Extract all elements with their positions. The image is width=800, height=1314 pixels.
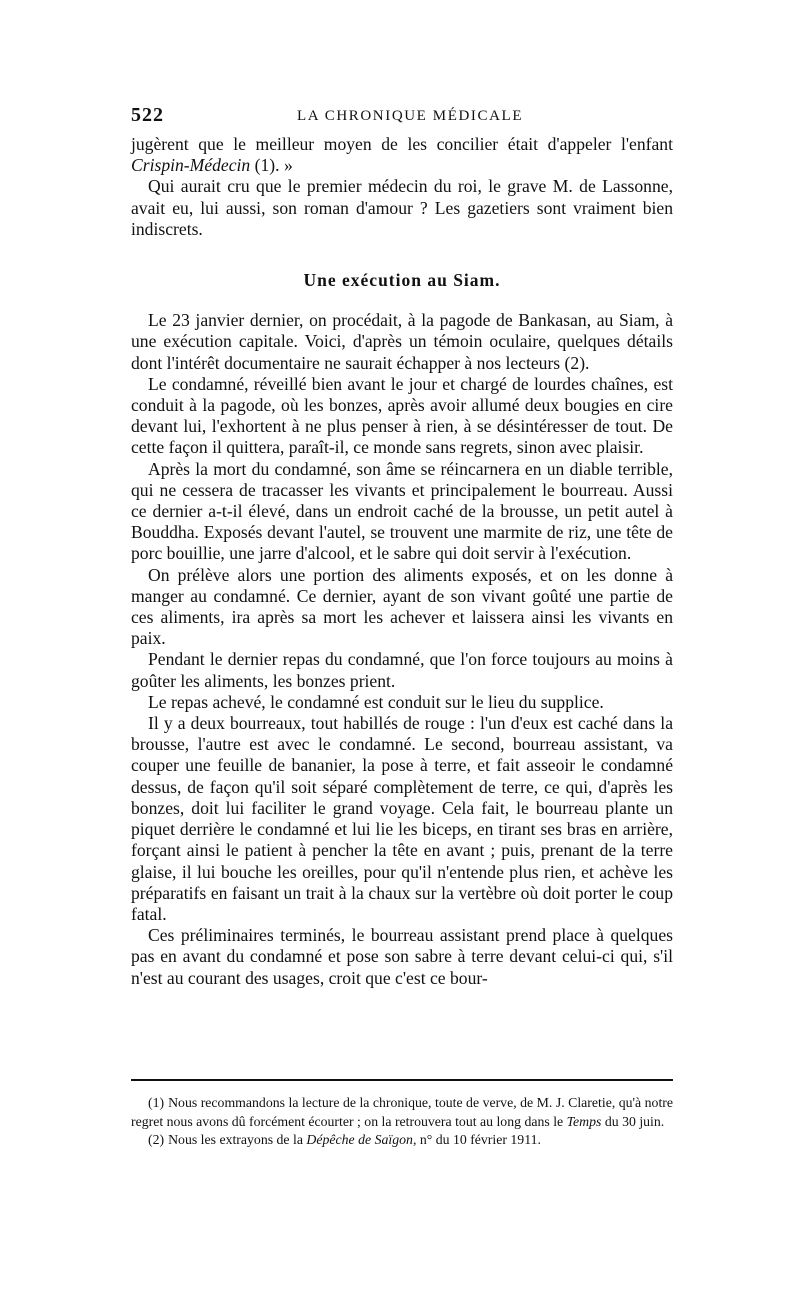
italic-run: Temps [566,1113,602,1129]
body-paragraph: Le condamné, réveillé bien avant le jour et chargé de lourdes chaînes, est conduit à la pagode, où les bonzes, après avoir allumé deux bougies en cire devant lui, l'exhortent à ne plus penser à rien, à se désintéresser de tout. De cette façon il quittera, paraît-il, ce monde sans regrets, sinon avec plaisir. [131,373,673,458]
italic-run: Dépêche de Saïgon [306,1132,413,1148]
text-run: jugèrent que le meilleur moyen de les concilier était d'appeler l'enfant [131,134,673,154]
body-paragraph: On prélève alors une portion des aliments exposés, et on les donne à manger au condamné. Ce dernier, ayant de son vivant goûté une partie de ces aliments, ira après sa mort les achever et laissera ainsi les vivants en paix. [131,564,673,649]
italic-run: Crispin-Médecin [131,155,251,176]
body-paragraph: Après la mort du condamné, son âme se réincarnera en un diable terrible, qui ne cessera de tracasser les vivants et principalement le bourreau. Aussi ce dernier a-t-il élevé, dans un endroit caché de la brousse, un petit autel à Bouddha. Exposés devant l'autel, se trouvent une marmite de riz, une tête de porc bouillie, une jarre d'alcool, et le sabre qui doit servir à l'exécution. [131,458,673,564]
footnote-2 [131,1131,673,1150]
intro-paragraph [131,134,673,176]
footnote-number: (1) [148,1095,165,1110]
running-title: LA CHRONIQUE MÉDICALE [297,108,524,124]
text-run: du 30 juin. [601,1113,665,1129]
footnote-number: (2) [148,1132,165,1148]
main-text [131,134,673,989]
body-paragraph: Le repas achevé, le condamné est conduit sur le lieu du supplice. [148,691,604,712]
text-run: , n° du 10 février 1911. [412,1132,541,1148]
body-paragraph: Il y a deux bourreaux, tout habillés de rouge : l'un d'eux est caché dans la brousse, l'autre est avec le condamné. Le second, bourreau assistant, va couper une feuille de bananier, la pose à terre, et fait asseoir le condamné dessus, de façon qu'il soit séparé complètement de terre, ce qui, d'après les bonzes, doit lui faciliter le grand voyage. Cela fait, le bourreau plante un piquet derrière le condamné et lui lie les biceps, en tirant ses bras en arrière, forçant ainsi le patient à pencher la tête en avant ; puis, prenant de la terre glaise, il lui bouche les oreilles, pour qu'il n'entende plus rien, et achève les préparatifs en faisant un trait à la chaux sur la vertèbre où doit porter le coup fatal. [131,713,673,924]
footnotes [131,1094,673,1150]
page-header [131,104,676,130]
intro-paragraph: Qui aurait cru que le premier médecin du roi, le grave M. de Lassonne, avait eu, lui aussi, son roman d'amour ? Les gazetiers sont vraiment bien indiscrets. [131,176,673,239]
page-number: 522 [131,104,164,126]
text-run: Nous les extrayons de la [168,1132,307,1148]
text-run: (1). » [250,155,293,176]
text-run: Nous recommandons la lecture de la chronique, toute de verve, de M. J. Claretie, qu'à notre regret nous avons dû forcément écourter ; on la retrouvera tout au long dans le [131,1095,673,1129]
footnote-divider [131,1079,673,1081]
body-paragraph: Le 23 janvier dernier, on procédait, à la pagode de Bankasan, au Siam, à une exécution capitale. Voici, d'après un témoin oculaire, quelques détails dont l'intérêt documentaire ne saurait échapper à nos lecteurs (2). [131,310,673,373]
section-title: Une exécution au Siam. [303,270,501,291]
body-paragraph: Pendant le dernier repas du condamné, que l'on force toujours au moins à goûter les aliments, les bonzes prient. [131,649,673,691]
footnote-1 [131,1094,673,1131]
body-paragraph: Ces préliminaires terminés, le bourreau assistant prend place à quelques pas en avant du condamné et pose son sabre à terre devant celui-ci qui, s'il n'est au courant des usages, croit que c'est ce bour- [131,925,673,988]
